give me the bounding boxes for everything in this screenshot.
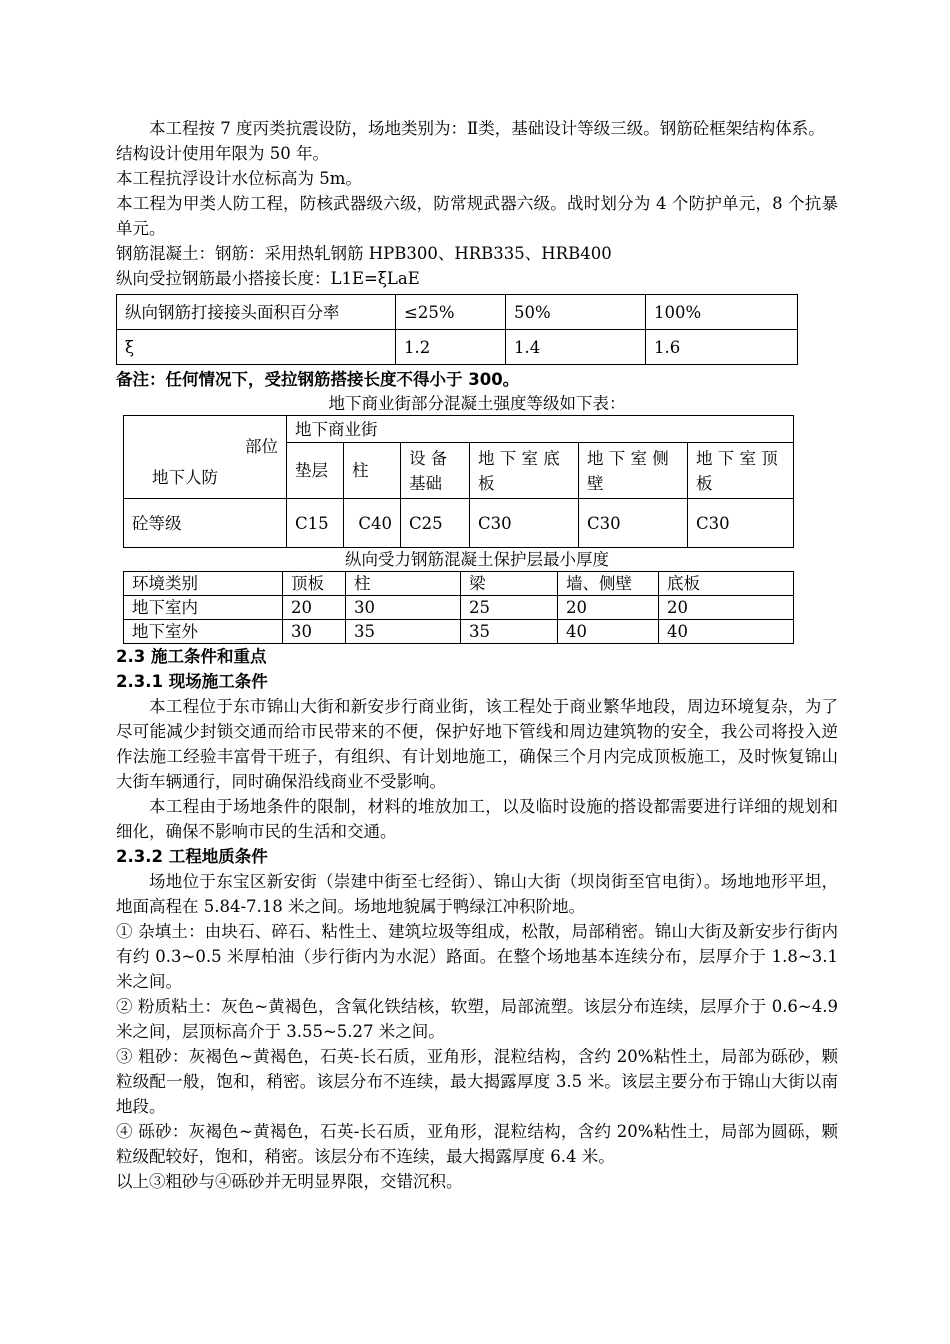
table-corner-cell <box>124 416 287 499</box>
table-cell: 柱 <box>346 572 461 596</box>
table-cell: C30 <box>470 499 579 548</box>
intro-paragraph-3: 本工程抗浮设计水位标高为 5m。 <box>116 169 362 188</box>
table-row <box>124 572 794 596</box>
section-heading-2-3: 2.3 施工条件和重点 <box>116 647 267 666</box>
intro-paragraph-6: 纵向受拉钢筋最小搭接长度：L1E=ξLaE <box>116 269 420 288</box>
soil-layer-1: ① 杂填土：由块石、碎石、粘性土、建筑垃圾等组成，松散，局部稍密。锦山大街及新安步行街内有约 0.3~0.5 米厚柏油（步行街内为水泥）路面。在整个场地基本连续分布，层厚介于 1.8~3.1 米之间。 <box>116 922 838 991</box>
table-cell: 地 下 室 顶板 <box>688 443 794 499</box>
table-row <box>124 620 794 644</box>
table-cell: 1.2 <box>396 330 506 365</box>
table-row <box>117 330 798 365</box>
table-cell: 柱 <box>344 443 401 499</box>
table-cell: 纵向钢筋打接接头面积百分率 <box>117 295 396 330</box>
corner-label-bottom: 地下人防 <box>152 468 218 487</box>
section-heading-2-3-1: 2.3.1 现场施工条件 <box>116 672 268 691</box>
table-cell: 地 下 室 侧壁 <box>579 443 688 499</box>
table-cell: 垫层 <box>287 443 344 499</box>
table-cell: 砼等级 <box>124 499 287 548</box>
table-cell: 顶板 <box>283 572 346 596</box>
cover-table-caption: 纵向受力钢筋混凝土保护层最小厚度 <box>345 550 609 569</box>
lap-length-table <box>116 294 798 365</box>
table-cell: C15 <box>287 499 344 548</box>
table-cell: 35 <box>461 620 558 644</box>
cover-thickness-table <box>123 571 794 644</box>
table-cell: 环境类别 <box>124 572 283 596</box>
table-cell: 20 <box>659 596 794 620</box>
table-row <box>124 416 794 443</box>
table-cell: ξ <box>117 330 396 365</box>
table-cell: 梁 <box>461 572 558 596</box>
table-cell: 设 备基础 <box>401 443 470 499</box>
table-cell: 30 <box>283 620 346 644</box>
table-row <box>124 499 794 548</box>
site-conditions-paragraph-2: 本工程由于场地条件的限制，材料的堆放加工，以及临时设施的搭设都需要进行详细的规划和细化，确保不影响市民的生活和交通。 <box>116 797 838 841</box>
corner-label-top: 部位 <box>245 437 278 456</box>
intro-paragraph-2: 结构设计使用年限为 50 年。 <box>116 144 329 163</box>
table-cell: 25 <box>461 596 558 620</box>
table-group-header: 地下商业街 <box>287 416 794 443</box>
table-cell: 地 下 室 底板 <box>470 443 579 499</box>
lap-note: 备注：任何情况下，受拉钢筋搭接长度不得小于 300。 <box>116 370 520 389</box>
table-cell: C25 <box>401 499 470 548</box>
table-cell: 40 <box>659 620 794 644</box>
table-cell: 30 <box>346 596 461 620</box>
concrete-table-caption: 地下商业街部分混凝土强度等级如下表： <box>328 394 626 413</box>
table-cell: 墙、侧壁 <box>558 572 659 596</box>
table-cell: C30 <box>579 499 688 548</box>
table-row <box>117 295 798 330</box>
soil-layer-2: ② 粉质粘土：灰色~黄褐色，含氧化铁结核，软塑，局部流塑。该层分布连续，层厚介于 0.6~4.9 米之间，层顶标高介于 3.55~5.27 米之间。 <box>116 997 838 1041</box>
table-cell: 底板 <box>659 572 794 596</box>
document-page <box>116 116 838 1194</box>
table-cell: 1.6 <box>646 330 798 365</box>
table-cell: 40 <box>558 620 659 644</box>
intro-paragraph-1: 本工程按 7 度丙类抗震设防，场地类别为：Ⅱ类，基础设计等级三级。钢筋砼框架结构体系。 <box>149 119 825 138</box>
table-cell: C30 <box>688 499 794 548</box>
table-cell: 35 <box>346 620 461 644</box>
table-cell: C40 <box>344 499 401 548</box>
table-cell: 100% <box>646 295 798 330</box>
table-cell: ≤25% <box>396 295 506 330</box>
intro-paragraph-5: 钢筋混凝土：钢筋：采用热轧钢筋 HPB300、HRB335、HRB400 <box>116 244 612 263</box>
site-conditions-paragraph-1: 本工程位于东市锦山大街和新安步行商业街，该工程处于商业繁华地段，周边环境复杂，为了尽可能减少封锁交通而给市民带来的不便，保护好地下管线和周边建筑物的安全，我公司将投入逆作法施工经验丰富骨干班子，有组织、有计划地施工，确保三个月内完成顶板施工，及时恢复锦山大街车辆通行，同时确保沿线商业不受影响。 <box>116 697 838 791</box>
table-cell: 20 <box>558 596 659 620</box>
concrete-grade-table <box>123 415 794 548</box>
table-cell: 20 <box>283 596 346 620</box>
table-cell: 1.4 <box>506 330 646 365</box>
soil-layer-3: ③ 粗砂：灰褐色~黄褐色，石英-长石质，亚角形，混粒结构，含约 20%粘性土，局部为砾砂，颗粒级配一般，饱和，稍密。该层分布不连续，最大揭露厚度 3.5 米。该层主要分布于锦山大街以南地段。 <box>116 1047 838 1116</box>
table-cell: 地下室内 <box>124 596 283 620</box>
table-cell: 地下室外 <box>124 620 283 644</box>
table-row <box>124 596 794 620</box>
table-cell: 50% <box>506 295 646 330</box>
section-heading-2-3-2: 2.3.2 工程地质条件 <box>116 847 268 866</box>
intro-paragraph-4: 本工程为甲类人防工程，防核武器级六级，防常规武器六级。战时划分为 4 个防护单元，8 个抗暴单元。 <box>116 194 838 238</box>
soil-layer-summary: 以上③粗砂与④砾砂并无明显界限，交错沉积。 <box>116 1172 463 1191</box>
geology-paragraph: 场地位于东宝区新安街（崇建中街至七经街）、锦山大街（坝岗街至官电街）。场地地形平坦，地面高程在 5.84-7.18 米之间。场地地貌属于鸭绿江冲积阶地。 <box>116 872 838 916</box>
soil-layer-4: ④ 砾砂：灰褐色~黄褐色，石英-长石质，亚角形，混粒结构，含约 20%粘性土，局部为圆砾，颗粒级配较好，饱和，稍密。该层分布不连续，最大揭露厚度 6.4 米。 <box>116 1122 838 1166</box>
